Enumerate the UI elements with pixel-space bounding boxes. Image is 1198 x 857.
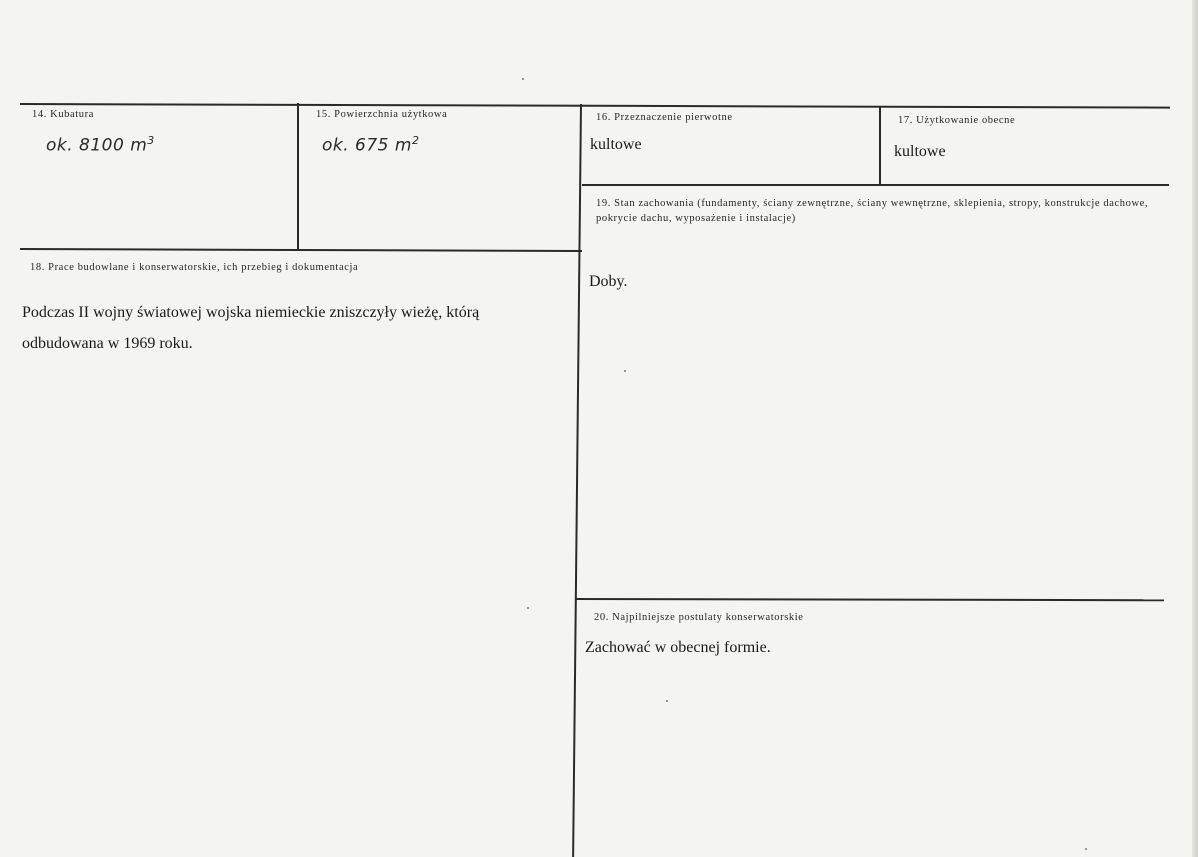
field-17-label: 17. Użytkowanie obecne <box>898 115 1016 126</box>
divider-16-17 <box>879 106 881 186</box>
field-16-value: kultowe <box>590 136 642 153</box>
field-14-value: ok. 8100 $m^3$ <box>46 134 155 156</box>
field-17-value: kultowe <box>894 143 946 160</box>
field-14-label: 14. Kubatura <box>32 109 95 120</box>
paper-speck <box>624 370 626 372</box>
paper-speck <box>666 700 668 702</box>
paper-speck <box>1085 848 1087 850</box>
main-divider <box>572 104 582 857</box>
field-20-label: 20. Najpilniejsze postulaty konserwatorskie <box>594 612 804 623</box>
field-15-label: 15. Powierzchnia użytkowa <box>316 109 448 120</box>
paper-speck <box>522 78 524 80</box>
field-18-value: Podczas II wojny światowej wojska niemieckie zniszczyły wieżę, którą odbudowana w 1969 roku. <box>22 304 480 352</box>
field-20-value: Zachować w obecnej formie. <box>585 639 771 656</box>
field-15-value: ok. 675 $m^2$ <box>322 134 420 156</box>
field-19-label: 19. Stan zachowania (fundamenty, ściany zewnętrzne, ściany wewnętrzne, sklepienia, stropy, konstrukcje dachowe, pokrycie dachu, wyposażenie i instalacje) <box>596 198 1149 224</box>
field-16-label: 16. Przeznaczenie pierwotne <box>596 112 733 123</box>
card-edge <box>1192 0 1198 857</box>
paper-speck <box>527 607 529 609</box>
rule-19-bottom <box>575 598 1164 601</box>
field-19-value: Doby. <box>589 273 628 290</box>
rule-14-15-bottom <box>20 248 582 252</box>
field-18-label: 18. Prace budowlane i konserwatorskie, ich przebieg i dokumentacja <box>30 262 359 273</box>
divider-14-15 <box>297 103 299 249</box>
rule-16-17-bottom <box>582 184 1169 186</box>
top-rule <box>20 103 1170 109</box>
